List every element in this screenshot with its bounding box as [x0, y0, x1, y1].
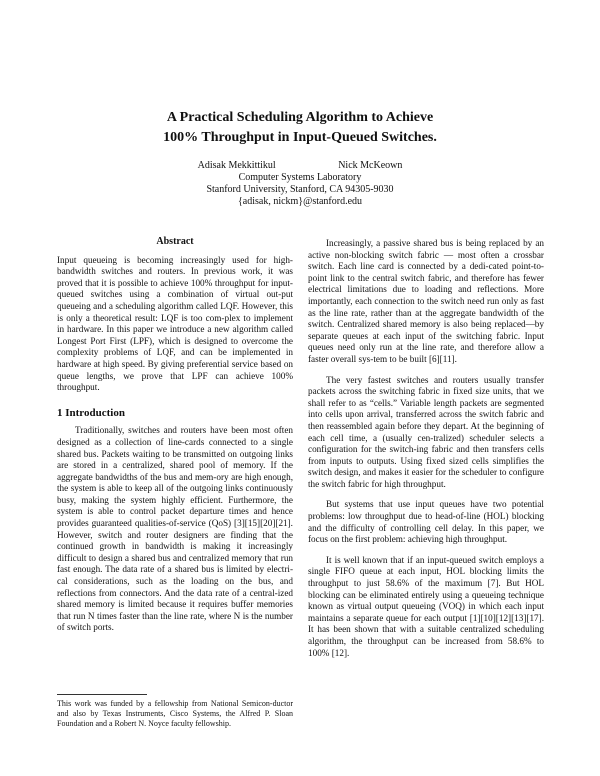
text-line: memory is also being replaced—by separate queues at [308, 319, 544, 341]
text-line: growth in bandwidth is making it increasingly difficult to [57, 541, 293, 563]
text-line: often designed as a collection of line-cards connected to a [57, 425, 293, 447]
text-line: (VOQ) in which each input maintains a separate queue for [308, 601, 544, 623]
body-paragraph [308, 499, 544, 545]
text-line: Input queueing is becoming increasingly used for high- [57, 254, 293, 265]
author-name: Adisak Mekkittikul [197, 160, 276, 171]
text-line: segmented into cells upon arrival, transferred across the [308, 397, 544, 420]
address: Stanford University, Stanford, CA 94305-9030 [206, 184, 394, 195]
text-line: each input of the switching fabric. Input queues need only [308, 330, 544, 353]
intro-paragraph [57, 425, 293, 634]
text-line: run at the line rate, and therefore allow a faster overall sys- [308, 342, 544, 364]
author-names [0, 160, 600, 172]
text-line: plex to implement in hardware. In this paper we introduce [57, 312, 293, 335]
text-line: limits the throughput to just 58.6% of the maximum [7]. [308, 566, 544, 589]
footnote [57, 699, 293, 730]
text-line: The very fastest switches and routers usually transfer [326, 374, 544, 385]
affiliation: Computer Systems Laboratory [238, 172, 362, 183]
footnote-rule [57, 694, 147, 695]
text-line: paper, we focus on the first problem: achieving high [308, 522, 545, 545]
text-line: packets across the switching fabric in fixed size units, that [308, 386, 534, 397]
text-line: the aggregate bandwidth of the switch. Centralized shared [308, 307, 545, 330]
abstract-body [57, 255, 293, 394]
text-line: each output [1][10][12][13][17]. It has been shown that [308, 612, 545, 635]
footnote-text [57, 699, 293, 730]
title-line-1: A Practical Scheduling Algorithm to Achieve [166, 110, 434, 125]
text-line: But systems that use input queues have two potential [326, 499, 544, 510]
text-line: and can be implemented in hardware at high speed. By [57, 347, 293, 369]
text-line: design a shared bus and centralized memory that run fast [57, 552, 294, 575]
text-line: throughput. [464, 534, 508, 545]
text-line: and reflections. More importantly, each connection to the [308, 284, 544, 306]
text-line: This work was funded by a fellowship from National Semicon- [57, 699, 273, 708]
body-paragraph [308, 238, 544, 366]
text-line: designed to overcome the complexity problems of LQF, [57, 335, 294, 358]
text-line: put queueing and a scheduling algorithm called LQF. [57, 289, 293, 311]
text-line: makes it easier for the scheduler to configure the switch [308, 467, 545, 489]
title-line-2: 100% Throughput in Input-Queued Switches. [163, 130, 437, 145]
text-line: single shared bus. Packets waiting to be transmitted on [57, 436, 293, 459]
text-line: blocking and the difficulty of controlling cell delay. In this [308, 511, 544, 533]
text-line: an active non-blocking switch fabric — most often a [308, 238, 544, 260]
right-column [308, 238, 544, 659]
text-line: cal considerations, such as the loading on the bus, and [57, 576, 293, 587]
text-line: bandwidth switches and routers. In previous work, it was [57, 266, 293, 277]
text-line: queueing technique known as virtual output queueing [308, 589, 544, 612]
text-line: ized shared memory is limited because it requires buffer [57, 587, 293, 610]
text-line: outgoing links are stored in a centralized, shared pool of [57, 448, 293, 471]
author-block [0, 160, 600, 208]
text-line: problems: low throughput due to head-of-line (HOL) [308, 511, 512, 522]
text-line: therefore has fewer electrical limitations due to loading [308, 272, 544, 295]
text-line: a new algorithm called Longest Port First (LPF), which is [57, 324, 293, 346]
text-line: fabric for high throughput. [347, 478, 446, 489]
text-line: memories that run N times faster than the line rate, where [57, 599, 293, 621]
text-line: tralized) scheduler selects a configuration for the switch- [308, 432, 545, 455]
text-line: proved that it is possible to achieve 100% throughput for [57, 277, 272, 288]
text-line: Traditionally, switches and routers have been most [75, 425, 275, 436]
text-line: switch and router designers are finding that the continued [57, 529, 293, 552]
text-line: ductor and also by Texas Instruments, Cisco Systems, the Alfred [57, 699, 293, 719]
text-line: ing fabric and then transfers cells from inputs to outputs. [308, 444, 544, 466]
text-line: crossbar switch. Each line card is connected by a dedi- [308, 249, 544, 272]
text-line: prove that LPF can achieve 100% throughput. [57, 370, 293, 393]
text-line: giving preferential service based on queue lengths, we [57, 358, 294, 381]
email: {adisak, nickm}@stanford.edu [237, 196, 363, 207]
text-line: However, this is only a theoretical result: LQF is too com- [57, 300, 293, 323]
text-line: throughput can be increased from 58.6% to 100% [12]. [308, 636, 544, 658]
text-line: reflections from connectors. And the data rate of a central- [57, 587, 278, 598]
text-line: with a suitable centralized scheduling algorithm, the [308, 624, 544, 646]
text-line: input-queued switches using a combination of virtual out- [57, 277, 293, 300]
text-line: packet departure times and hence provides guaranteed [57, 506, 293, 529]
text-line: switch need run only as fast as the line rate, rather than at [308, 295, 544, 318]
body-paragraph [308, 375, 544, 491]
text-line: It is well known that if an input-queued switch [326, 554, 506, 565]
paper-title [0, 108, 600, 148]
text-line: Using fixed sized cells simplifies the switch design, and [308, 455, 544, 478]
text-line: P. Sloan Foundation and a Robert N. Noyce faculty fellowship. [57, 709, 293, 729]
text-line: But HOL blocking can be eliminated entirely using a [308, 578, 545, 600]
text-line: enough. The data rate of a shared bus is limited by electri- [73, 564, 294, 575]
left-column [57, 236, 293, 634]
section-heading: 1 Introduction [57, 406, 125, 419]
body-paragraph [308, 555, 544, 659]
author-name: Nick McKeown [338, 160, 403, 171]
text-line: memory. If the aggregate bandwidths of the bus and mem- [57, 460, 293, 482]
text-line: highly efficient. Furthermore, the system is able to control [57, 494, 293, 517]
text-line: Increasingly, a passive shared bus is being replaced by [326, 238, 536, 248]
abstract-heading: Abstract [156, 236, 194, 247]
text-line: outgoing links continuously busy, making the system [57, 483, 293, 505]
text-line: employs a single FIFO queue at each input, HOL blocking [308, 554, 544, 577]
text-line: we shall refer to as “cells.” Variable length packets are [308, 386, 544, 408]
text-line: depart. At the beginning of each cell time, a (usually cen- [308, 420, 544, 443]
text-line: qualities-of-service (QoS) [3][15][20][21]. However, [57, 518, 293, 540]
text-line: cated point-to-point link to the central switch fabric, and [308, 261, 544, 283]
text-line: ory are high enough, the system is able to keep all of the [57, 471, 293, 494]
text-line: switch fabric and then reassembled again before they [308, 409, 544, 431]
text-line: N is the number of switch ports. [57, 610, 293, 633]
text-line: tem to be built [6][11]. [373, 353, 457, 364]
